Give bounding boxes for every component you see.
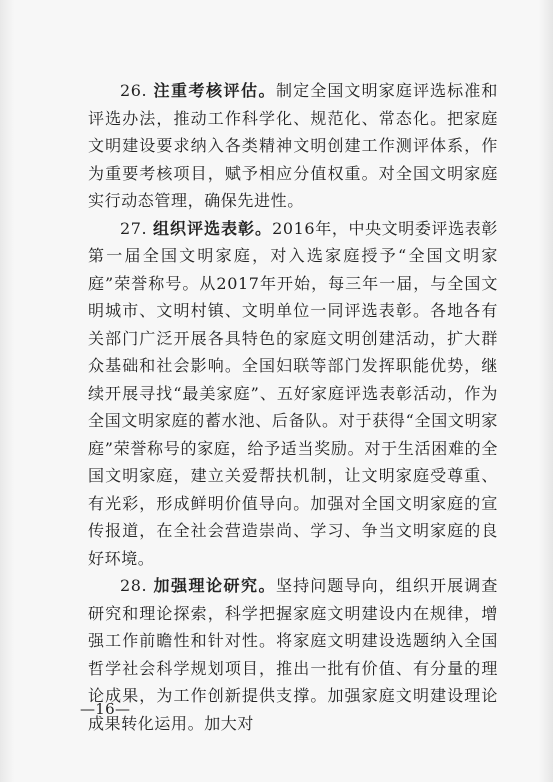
paragraph-27-heading: 组织评选表彰。 [152, 218, 273, 238]
paragraph-26 [88, 77, 498, 215]
page-number: —16— [80, 700, 131, 718]
paragraph-28-body: 坚持问题导向，组织开展调查研究和理论探索，科学把握家庭文明建设内在规律，增强工作前瞻性和针对性。将家庭文明建设选题纳入全国哲学社会科学规划项目，推出一批有价值、有分量的理论成果，为工作创新提供支撑。加强家庭文明建设理论成果转化运用。加大对 [88, 576, 498, 733]
paragraph-27-body: 2016年，中央文明委评选表彰第一届全国文明家庭，对入选家庭授予“全国文明家庭”荣誉称号。从2017年开始，每三年一届，与全国文明城市、文明村镇、文明单位一同评选表彰。各地各有关部门广泛开展各具特色的家庭文明创建活动，扩大群众基础和社会影响。全国妇联等部门发挥职能优势，继续开展寻找“最美家庭”、五好家庭评选表彰活动，作为全国文明家庭的蓄水池、后备队。对于获得“全国文明家庭”荣誉称号的家庭，给予适当奖励。对于生活困难的全国文明家庭，建立关爱帮扶机制，让文明家庭受尊重、有光彩，形成鲜明价值导向。加强对全国文明家庭的宣传报道，在全社会营造崇尚、学习、争当文明家庭的良好环境。 [88, 218, 498, 568]
paragraph-28 [88, 572, 498, 737]
paragraph-26-number: 26. [120, 81, 148, 100]
paragraph-26-heading: 注重考核评估。 [153, 81, 277, 100]
paragraph-26-body: 制定全国文明家庭评选标准和评选办法，推动工作科学化、规范化、常态化。把家庭文明建设要求纳入各类精神文明创建工作测评体系，作为重要考核项目，赋予相应分值权重。对全国文明家庭实行动态管理，确保先进性。 [88, 81, 498, 210]
paragraph-28-number: 28. [120, 576, 148, 595]
paragraph-27 [88, 215, 498, 573]
paragraph-27-number: 27. [120, 218, 148, 238]
document-body [88, 77, 498, 737]
paragraph-28-heading: 加强理论研究。 [153, 576, 277, 595]
